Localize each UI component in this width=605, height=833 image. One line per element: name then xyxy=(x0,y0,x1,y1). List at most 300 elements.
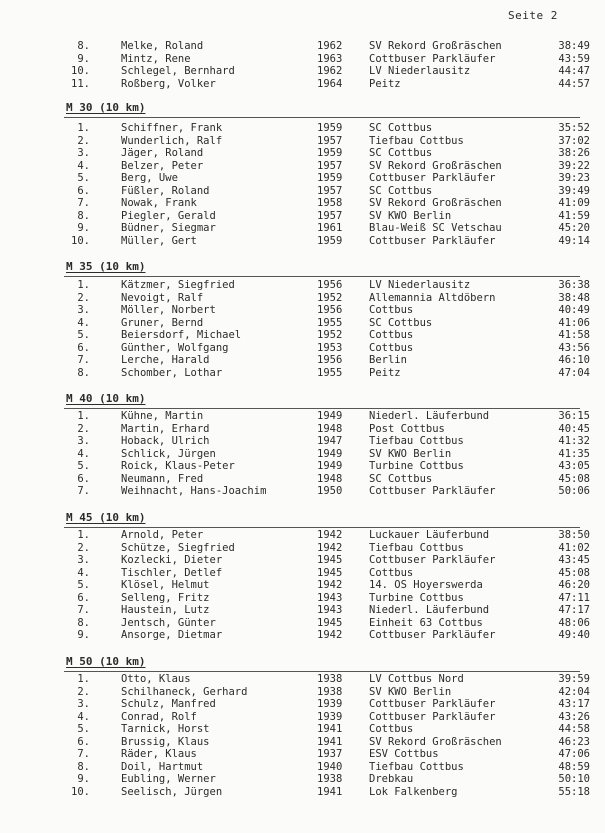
result-row xyxy=(0,423,605,436)
runner-name: Möller, Norbert xyxy=(121,304,216,316)
birth-year: 1957 xyxy=(317,159,343,172)
runner-name: Kühne, Martin xyxy=(121,410,204,422)
finish-time: 43:45 xyxy=(558,554,590,566)
runner-name: Gruner, Bernd xyxy=(121,316,204,329)
finish-time: 41:59 xyxy=(558,209,590,222)
birth-year: 1958 xyxy=(317,197,343,209)
club-name: Niederl. Läuferbund xyxy=(369,410,490,422)
birth-year: 1937 xyxy=(317,748,343,760)
club-name: Cottbuser Parkläufer xyxy=(369,172,496,184)
club-name: Cottbuser Parkläufer xyxy=(369,234,496,247)
result-row xyxy=(0,185,605,198)
club-name: Cottbuser Parkläufer xyxy=(369,629,496,641)
placing: 9. xyxy=(77,52,90,65)
placing: 4. xyxy=(77,316,90,329)
result-row xyxy=(0,172,605,185)
club-name: Cottbuser Parkläufer xyxy=(369,52,496,65)
result-row xyxy=(0,342,605,355)
finish-time: 43:59 xyxy=(558,52,590,65)
runner-name: Beiersdorf, Michael xyxy=(121,329,242,341)
finish-time: 46:23 xyxy=(558,735,590,748)
result-row xyxy=(0,135,605,148)
finish-time: 44:47 xyxy=(558,65,590,77)
runner-name: Klösel, Helmut xyxy=(121,579,210,591)
club-name: Cottbus xyxy=(369,723,414,735)
result-row xyxy=(0,698,605,711)
birth-year: 1956 xyxy=(317,279,343,291)
runner-name: Schütze, Siegfried xyxy=(121,541,235,554)
runner-name: Nevoigt, Ralf xyxy=(121,291,204,304)
category-rows xyxy=(0,122,605,247)
placing: 4. xyxy=(77,447,90,460)
result-row xyxy=(0,711,605,724)
runner-name: Räder, Klaus xyxy=(121,748,197,760)
result-row xyxy=(0,673,605,686)
result-row xyxy=(0,410,605,423)
runner-name: Hoback, Ulrich xyxy=(121,435,210,447)
birth-year: 1948 xyxy=(317,422,343,435)
club-name: LV Niederlausitz xyxy=(369,65,471,77)
finish-time: 43:17 xyxy=(558,698,590,710)
birth-year: 1957 xyxy=(317,184,343,197)
result-row xyxy=(0,40,605,53)
birth-year: 1938 xyxy=(317,673,343,685)
birth-year: 1955 xyxy=(317,366,343,379)
club-name: Turbine Cottbus xyxy=(369,460,464,472)
club-name: Tiefbau Cottbus xyxy=(369,541,464,554)
placing: 8. xyxy=(77,366,90,379)
club-name: Cottbus xyxy=(369,566,414,579)
birth-year: 1956 xyxy=(317,354,343,366)
finish-time: 45:08 xyxy=(558,566,590,579)
birth-year: 1949 xyxy=(317,447,343,460)
category-rows xyxy=(0,673,605,798)
placing: 7. xyxy=(77,748,90,760)
runner-name: Schiffner, Frank xyxy=(121,122,223,134)
runner-name: Schlegel, Bernhard xyxy=(121,65,235,77)
result-row xyxy=(0,317,605,330)
club-name: SV Rekord Großräschen xyxy=(369,197,502,209)
birth-year: 1962 xyxy=(317,40,343,52)
placing: 3. xyxy=(77,554,90,566)
runner-name: Jentsch, Günter xyxy=(121,616,216,629)
finish-time: 38:48 xyxy=(558,291,590,304)
club-name: Post Cottbus xyxy=(369,422,445,435)
birth-year: 1942 xyxy=(317,629,343,641)
placing: 4. xyxy=(77,566,90,579)
birth-year: 1941 xyxy=(317,735,343,748)
runner-name: Mintz, Rene xyxy=(121,52,191,65)
category-heading: M 30 (10 km) xyxy=(66,101,146,114)
placing: 5. xyxy=(77,579,90,591)
finish-time: 39:59 xyxy=(558,673,590,685)
birth-year: 1942 xyxy=(317,579,343,591)
club-name: Cottbuser Parkläufer xyxy=(369,710,496,723)
club-name: 14. OS Hoyerswerda xyxy=(369,579,483,591)
category-rows xyxy=(0,529,605,642)
placing: 2. xyxy=(77,541,90,554)
placing: 8. xyxy=(77,40,90,52)
finish-time: 48:06 xyxy=(558,616,590,629)
club-name: LV Niederlausitz xyxy=(369,279,471,291)
result-row xyxy=(0,304,605,317)
runner-name: Tischler, Detlef xyxy=(121,566,223,579)
placing: 3. xyxy=(77,304,90,316)
birth-year: 1942 xyxy=(317,541,343,554)
club-name: SV KWO Berlin xyxy=(369,209,452,222)
finish-time: 41:06 xyxy=(558,316,590,329)
birth-year: 1943 xyxy=(317,591,343,604)
result-row xyxy=(0,329,605,342)
finish-time: 41:02 xyxy=(558,541,590,554)
finish-time: 41:35 xyxy=(558,447,590,460)
club-name: Niederl. Läuferbund xyxy=(369,604,490,616)
club-name: SV Rekord Großräschen xyxy=(369,40,502,52)
runner-name: Doil, Hartmut xyxy=(121,760,204,773)
finish-time: 41:58 xyxy=(558,329,590,341)
club-name: Tiefbau Cottbus xyxy=(369,435,464,447)
runner-name: Brussig, Klaus xyxy=(121,735,210,748)
result-row xyxy=(0,147,605,160)
finish-time: 38:26 xyxy=(558,147,590,159)
placing: 11. xyxy=(71,77,90,90)
club-name: SV KWO Berlin xyxy=(369,447,452,460)
club-name: Cottbuser Parkläufer xyxy=(369,485,496,497)
runner-name: Roick, Klaus-Peter xyxy=(121,460,235,472)
club-name: LV Cottbus Nord xyxy=(369,673,464,685)
runner-name: Büdner, Siegmar xyxy=(121,222,216,234)
placing: 3. xyxy=(77,698,90,710)
birth-year: 1940 xyxy=(317,760,343,773)
club-name: Cottbus xyxy=(369,341,414,354)
placing: 6. xyxy=(77,184,90,197)
runner-name: Füßler, Roland xyxy=(121,184,210,197)
finish-time: 38:49 xyxy=(558,40,590,52)
birth-year: 1956 xyxy=(317,304,343,316)
finish-time: 41:09 xyxy=(558,197,590,209)
club-name: Einheit 63 Cottbus xyxy=(369,616,483,629)
category-divider xyxy=(64,117,580,118)
result-row xyxy=(0,554,605,567)
category-divider xyxy=(64,527,580,528)
result-row xyxy=(0,617,605,630)
placing: 8. xyxy=(77,616,90,629)
result-row xyxy=(0,542,605,555)
finish-time: 39:22 xyxy=(558,159,590,172)
placing: 7. xyxy=(77,485,90,497)
category-heading: M 40 (10 km) xyxy=(66,392,146,405)
runner-name: Lerche, Harald xyxy=(121,354,210,366)
birth-year: 1947 xyxy=(317,435,343,447)
placing: 7. xyxy=(77,604,90,616)
birth-year: 1938 xyxy=(317,773,343,785)
birth-year: 1939 xyxy=(317,698,343,710)
finish-time: 44:57 xyxy=(558,77,590,90)
birth-year: 1953 xyxy=(317,341,343,354)
runner-name: Melke, Roland xyxy=(121,40,204,52)
club-name: SC Cottbus xyxy=(369,122,433,134)
placing: 1. xyxy=(77,410,90,422)
finish-time: 46:20 xyxy=(558,579,590,591)
placing: 4. xyxy=(77,159,90,172)
runner-name: Conrad, Rolf xyxy=(121,710,197,723)
runner-name: Weihnacht, Hans-Joachim xyxy=(121,485,267,497)
birth-year: 1939 xyxy=(317,710,343,723)
runner-name: Schomber, Lothar xyxy=(121,366,223,379)
birth-year: 1943 xyxy=(317,604,343,616)
finish-time: 49:40 xyxy=(558,629,590,641)
placing: 10. xyxy=(71,234,90,247)
placing: 4. xyxy=(77,710,90,723)
result-row xyxy=(0,567,605,580)
runner-name: Belzer, Peter xyxy=(121,159,204,172)
finish-time: 37:02 xyxy=(558,134,590,147)
placing: 8. xyxy=(77,760,90,773)
result-row xyxy=(0,279,605,292)
birth-year: 1955 xyxy=(317,316,343,329)
finish-time: 42:04 xyxy=(558,685,590,698)
runner-name: Neumann, Fred xyxy=(121,472,204,485)
finish-time: 43:26 xyxy=(558,710,590,723)
placing: 6. xyxy=(77,735,90,748)
runner-name: Selleng, Fritz xyxy=(121,591,210,604)
club-name: SV KWO Berlin xyxy=(369,685,452,698)
birth-year: 1949 xyxy=(317,460,343,472)
result-row xyxy=(0,736,605,749)
finish-time: 36:38 xyxy=(558,279,590,291)
category-heading: M 50 (10 km) xyxy=(66,655,146,668)
club-name: Turbine Cottbus xyxy=(369,591,464,604)
finish-time: 55:18 xyxy=(558,785,590,798)
runner-name: Schulz, Manfred xyxy=(121,698,216,710)
result-row xyxy=(0,529,605,542)
club-name: SC Cottbus xyxy=(369,184,433,197)
club-name: SV Rekord Großräschen xyxy=(369,159,502,172)
finish-time: 47:06 xyxy=(558,748,590,760)
result-row xyxy=(0,222,605,235)
result-row xyxy=(0,292,605,305)
result-row xyxy=(0,435,605,448)
club-name: Drebkau xyxy=(369,773,414,785)
birth-year: 1959 xyxy=(317,172,343,184)
placing: 3. xyxy=(77,435,90,447)
result-row xyxy=(0,604,605,617)
result-row xyxy=(0,723,605,736)
result-row xyxy=(0,448,605,461)
finish-time: 47:04 xyxy=(558,366,590,379)
club-name: Lok Falkenberg xyxy=(369,785,458,798)
finish-time: 44:58 xyxy=(558,723,590,735)
result-row xyxy=(0,210,605,223)
result-row xyxy=(0,367,605,380)
runner-name: Schilhaneck, Gerhard xyxy=(121,685,248,698)
result-row xyxy=(0,65,605,78)
club-name: Tiefbau Cottbus xyxy=(369,760,464,773)
result-row xyxy=(0,629,605,642)
result-row xyxy=(0,473,605,486)
finish-time: 45:08 xyxy=(558,472,590,485)
placing: 1. xyxy=(77,673,90,685)
runner-name: Tarnick, Horst xyxy=(121,723,210,735)
finish-time: 40:45 xyxy=(558,422,590,435)
runner-name: Günther, Wolfgang xyxy=(121,341,229,354)
club-name: SC Cottbus xyxy=(369,472,433,485)
runner-name: Jäger, Roland xyxy=(121,147,204,159)
result-row xyxy=(0,773,605,786)
club-name: Cottbus xyxy=(369,304,414,316)
club-name: Allemannia Altdöbern xyxy=(369,291,496,304)
results-table-continued xyxy=(0,40,605,90)
finish-time: 43:05 xyxy=(558,460,590,472)
placing: 5. xyxy=(77,460,90,472)
club-name: SV Rekord Großräschen xyxy=(369,735,502,748)
finish-time: 35:52 xyxy=(558,122,590,134)
placing: 7. xyxy=(77,197,90,209)
club-name: Luckauer Läuferbund xyxy=(369,529,490,541)
placing: 1. xyxy=(77,529,90,541)
birth-year: 1959 xyxy=(317,147,343,159)
runner-name: Piegler, Gerald xyxy=(121,209,216,222)
placing: 9. xyxy=(77,773,90,785)
club-name: SC Cottbus xyxy=(369,147,433,159)
category-heading: M 35 (10 km) xyxy=(66,260,146,273)
runner-name: Roßberg, Volker xyxy=(121,77,216,90)
runner-name: Ansorge, Dietmar xyxy=(121,629,223,641)
club-name: Peitz xyxy=(369,366,401,379)
placing: 2. xyxy=(77,134,90,147)
club-name: ESV Cottbus xyxy=(369,748,439,760)
finish-time: 36:15 xyxy=(558,410,590,422)
placing: 8. xyxy=(77,209,90,222)
placing: 7. xyxy=(77,354,90,366)
runner-name: Martin, Erhard xyxy=(121,422,210,435)
birth-year: 1963 xyxy=(317,52,343,65)
category-rows xyxy=(0,410,605,498)
finish-time: 46:10 xyxy=(558,354,590,366)
club-name: Cottbuser Parkläufer xyxy=(369,698,496,710)
placing: 1. xyxy=(77,122,90,134)
result-row xyxy=(0,761,605,774)
birth-year: 1959 xyxy=(317,234,343,247)
result-row xyxy=(0,197,605,210)
category-divider xyxy=(64,276,580,277)
placing: 2. xyxy=(77,291,90,304)
result-row xyxy=(0,235,605,248)
runner-name: Kätzmer, Siegfried xyxy=(121,279,235,291)
finish-time: 41:32 xyxy=(558,435,590,447)
birth-year: 1952 xyxy=(317,329,343,341)
runner-name: Nowak, Frank xyxy=(121,197,197,209)
birth-year: 1962 xyxy=(317,65,343,77)
result-row xyxy=(0,748,605,761)
birth-year: 1945 xyxy=(317,554,343,566)
birth-year: 1964 xyxy=(317,77,343,90)
placing: 2. xyxy=(77,685,90,698)
placing: 3. xyxy=(77,147,90,159)
result-row xyxy=(0,485,605,498)
finish-time: 45:20 xyxy=(558,222,590,234)
club-name: Cottbuser Parkläufer xyxy=(369,554,496,566)
finish-time: 47:11 xyxy=(558,591,590,604)
placing: 6. xyxy=(77,472,90,485)
result-row xyxy=(0,592,605,605)
runner-name: Schlick, Jürgen xyxy=(121,447,216,460)
placing: 1. xyxy=(77,279,90,291)
birth-year: 1941 xyxy=(317,785,343,798)
result-row xyxy=(0,686,605,699)
result-row xyxy=(0,122,605,135)
placing: 10. xyxy=(71,65,90,77)
birth-year: 1959 xyxy=(317,122,343,134)
placing: 9. xyxy=(77,629,90,641)
finish-time: 38:50 xyxy=(558,529,590,541)
result-row xyxy=(0,78,605,91)
runner-name: Arnold, Peter xyxy=(121,529,204,541)
finish-time: 40:49 xyxy=(558,304,590,316)
finish-time: 50:10 xyxy=(558,773,590,785)
category-divider xyxy=(64,408,580,409)
finish-time: 39:49 xyxy=(558,184,590,197)
runner-name: Haustein, Lutz xyxy=(121,604,210,616)
birth-year: 1945 xyxy=(317,566,343,579)
finish-time: 39:23 xyxy=(558,172,590,184)
runner-name: Kozlecki, Dieter xyxy=(121,554,223,566)
result-row xyxy=(0,53,605,66)
placing: 6. xyxy=(77,341,90,354)
birth-year: 1957 xyxy=(317,134,343,147)
runner-name: Müller, Gert xyxy=(121,234,197,247)
birth-year: 1949 xyxy=(317,410,343,422)
club-name: Tiefbau Cottbus xyxy=(369,134,464,147)
runner-name: Eubling, Werner xyxy=(121,773,216,785)
result-row xyxy=(0,354,605,367)
runner-name: Otto, Klaus xyxy=(121,673,191,685)
result-row xyxy=(0,786,605,799)
club-name: Peitz xyxy=(369,77,401,90)
finish-time: 43:56 xyxy=(558,341,590,354)
page-number: Seite 2 xyxy=(508,9,558,22)
birth-year: 1952 xyxy=(317,291,343,304)
club-name: SC Cottbus xyxy=(369,316,433,329)
birth-year: 1948 xyxy=(317,472,343,485)
placing: 5. xyxy=(77,172,90,184)
category-heading: M 45 (10 km) xyxy=(66,511,146,524)
runner-name: Seelisch, Jürgen xyxy=(121,785,223,798)
runner-name: Wunderlich, Ralf xyxy=(121,134,223,147)
placing: 9. xyxy=(77,222,90,234)
placing: 2. xyxy=(77,422,90,435)
club-name: Cottbus xyxy=(369,329,414,341)
result-row xyxy=(0,460,605,473)
club-name: Berlin xyxy=(369,354,407,366)
category-rows xyxy=(0,279,605,379)
finish-time: 47:17 xyxy=(558,604,590,616)
birth-year: 1950 xyxy=(317,485,343,497)
runner-name: Berg, Uwe xyxy=(121,172,178,184)
finish-time: 50:06 xyxy=(558,485,590,497)
placing: 5. xyxy=(77,723,90,735)
club-name: Blau-Weiß SC Vetschau xyxy=(369,222,502,234)
placing: 6. xyxy=(77,591,90,604)
result-row xyxy=(0,579,605,592)
birth-year: 1945 xyxy=(317,616,343,629)
birth-year: 1942 xyxy=(317,529,343,541)
placing: 5. xyxy=(77,329,90,341)
birth-year: 1961 xyxy=(317,222,343,234)
finish-time: 49:14 xyxy=(558,234,590,247)
birth-year: 1938 xyxy=(317,685,343,698)
category-divider xyxy=(64,671,580,672)
